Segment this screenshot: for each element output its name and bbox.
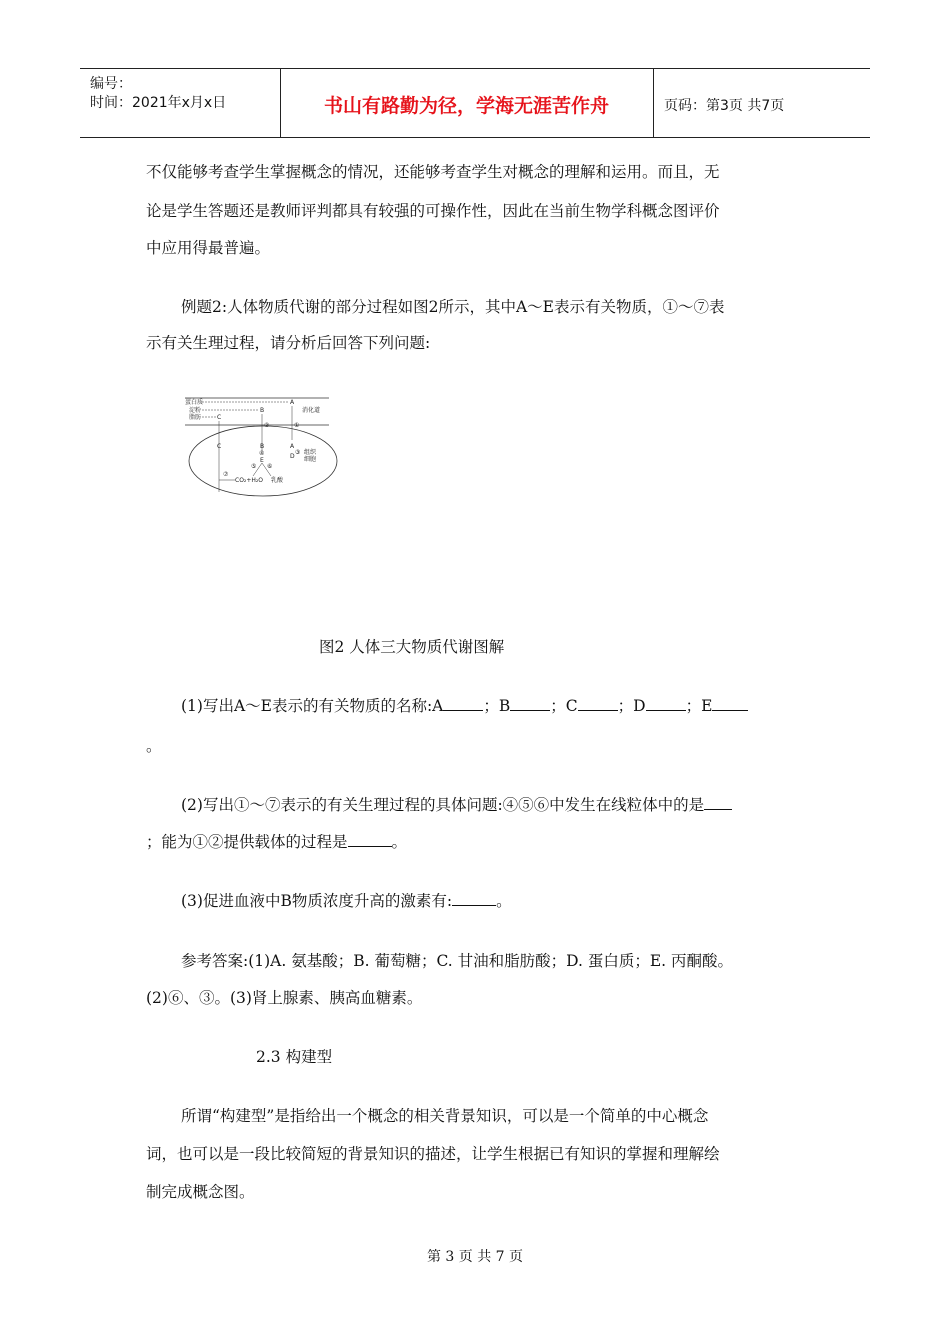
- example-line1: 例题2:人体物质代谢的部分过程如图2所示，其中A～E表示有关物质，①～⑦表: [181, 298, 725, 316]
- tract-label: 消化道: [302, 407, 321, 414]
- para2-line3: 制完成概念图。: [146, 1183, 255, 1201]
- code-label: 编号：: [90, 76, 132, 92]
- a-label-top: A: [290, 399, 295, 406]
- time-label: 时间：2021年x月x日: [90, 95, 227, 111]
- page-label: 页码：第3页 共7页: [664, 98, 785, 114]
- answer-line2: (2)⑥、③。(3)肾上腺素、胰高血糖素。: [146, 989, 423, 1007]
- b-label-top: B: [260, 407, 265, 414]
- header-page-cell: [654, 69, 870, 137]
- num-3: ③: [295, 449, 301, 456]
- co2-label: CO₂+H₂O: [235, 477, 263, 484]
- q2-text: (2)写出①～⑦表示的有关生理过程的具体问题:④⑤⑥中发生在线粒体中的是: [181, 796, 705, 814]
- a-label: A: [290, 443, 295, 450]
- page-footer: 第 3 页 共 7 页: [426, 1249, 524, 1265]
- lactic-label: 乳酸: [271, 477, 284, 484]
- q1-blank-e[interactable]: [712, 696, 748, 711]
- para1-line2: 论是学生答题还是教师评判都具有较强的可操作性，因此在当前生物学科概念图评价: [146, 202, 720, 220]
- question-2-line2: [146, 832, 407, 852]
- q1-end: 。: [146, 737, 162, 755]
- num-5: ⑤: [251, 463, 257, 470]
- num-2: ②: [264, 422, 270, 429]
- section-title: 2.3 构建型: [256, 1048, 333, 1066]
- para1-line1: 不仅能够考查学生掌握概念的情况，还能够考查学生对概念的理解和运用。而且，无: [146, 163, 720, 181]
- starch-label: 淀粉: [189, 407, 202, 414]
- para2-line1: 所谓“构建型”是指给出一个概念的相关背景知识，可以是一个简单的中心概念: [181, 1107, 709, 1125]
- q1-b-label: ；B: [483, 697, 511, 715]
- q1-blank-c[interactable]: [578, 696, 618, 711]
- question-2: [181, 795, 732, 815]
- protein-label: 蛋白质: [185, 399, 204, 406]
- header-motto-cell: [280, 69, 654, 137]
- q1-c-label: ；C: [550, 697, 578, 715]
- header-info-cell: [80, 69, 281, 137]
- q2-blank-2[interactable]: [348, 832, 392, 847]
- b-label: B: [260, 443, 265, 450]
- answer-line1: 参考答案:(1)A. 氨基酸；B. 葡萄糖；C. 甘油和脂肪酸；D. 蛋白质；E. 丙酮酸。: [181, 952, 734, 970]
- e-label: E: [260, 457, 264, 464]
- q1-blank-d[interactable]: [646, 696, 686, 711]
- q3-text: (3)促进血液中B物质浓度升高的激素有:: [181, 892, 453, 910]
- question-1: [181, 696, 748, 716]
- question-3: [181, 891, 512, 911]
- q1-e-label: ；E: [685, 697, 713, 715]
- d-label: D: [290, 453, 295, 460]
- q1-blank-a[interactable]: [443, 696, 483, 711]
- num-7: ⑦: [223, 471, 229, 478]
- para2-line2: 词，也可以是一段比较简短的背景知识的描述，让学生根据已有知识的掌握和理解绘: [146, 1145, 720, 1163]
- motto: 书山有路勤为径，学海无涯苦作舟: [323, 95, 609, 117]
- q3-blank[interactable]: [452, 891, 496, 906]
- c-label-top: C: [217, 414, 222, 421]
- q1-blank-b[interactable]: [510, 696, 550, 711]
- q2-blank-1[interactable]: [704, 795, 732, 810]
- metabolism-diagram: [183, 392, 343, 500]
- q1-d-label: ；D: [617, 697, 646, 715]
- num-6: ⑥: [267, 463, 273, 470]
- c-label: C: [217, 443, 222, 450]
- num-4: ④: [259, 450, 265, 457]
- cell-label-b: 细胞: [304, 456, 317, 463]
- figure-caption: 图2 人体三大物质代谢图解: [319, 638, 505, 656]
- cell-label-a: 组织: [304, 449, 317, 456]
- q2-line2-text: ；能为①②提供载体的过程是: [146, 833, 348, 851]
- q1-text: (1)写出A～E表示的有关物质的名称:A: [181, 697, 444, 715]
- q2-end: 。: [391, 833, 408, 851]
- q3-end: 。: [496, 892, 512, 910]
- fat-label: 脂肪: [189, 414, 202, 421]
- example-line2: 示有关生理过程，请分析后回答下列问题:: [146, 334, 431, 352]
- num-1: ①: [294, 422, 300, 429]
- para1-line3: 中应用得最普遍。: [146, 239, 271, 257]
- page-header: [80, 68, 870, 138]
